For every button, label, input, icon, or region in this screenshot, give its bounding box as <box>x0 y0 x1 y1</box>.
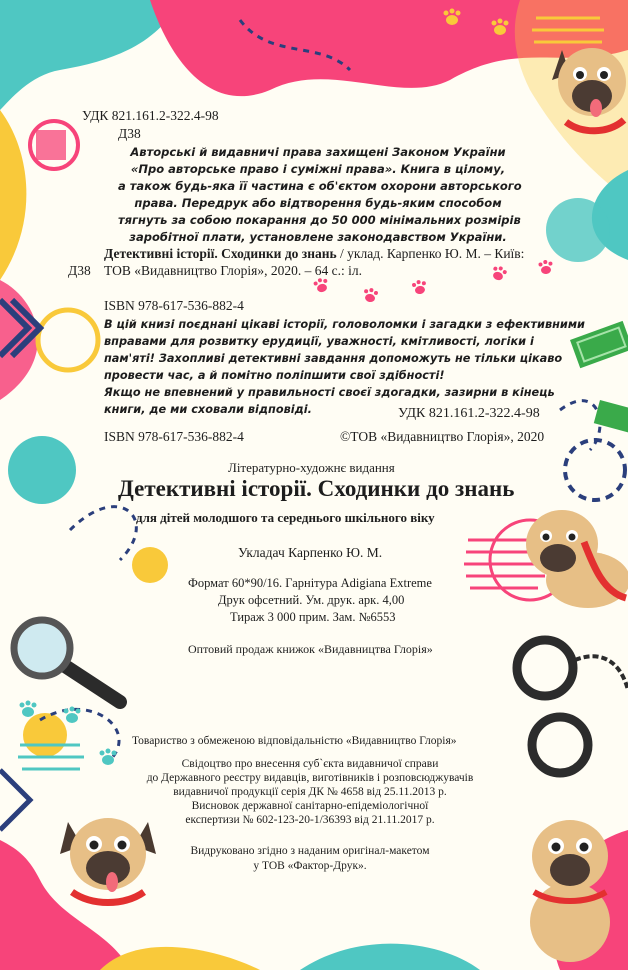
certificate-line: до Державного реєстру видавців, виготівників і розповсюджувачів <box>146 772 474 784</box>
copyright-line: а також будь-яка її частина є об'єктом охорони авторського <box>118 179 522 193</box>
printed-line: Видруковано згідно з наданим оригінал-макетом <box>190 845 430 857</box>
certificate-line: видавничої продукції серія ДК № 4658 від 25.11.2013 р. <box>173 786 447 798</box>
biblio-title: Детективні історії. Сходинки до знань <box>104 246 337 261</box>
udk-bottom: УДК 821.161.2-322.4-98 <box>398 406 540 421</box>
annotation-line: Якщо не впевнений у правильності своєї здогадки, зазирни в кінець <box>104 386 555 399</box>
main-title: Детективні історії. Сходинки до знань <box>118 476 515 501</box>
annotation-line: книги, де ми сховали відповіді. <box>104 403 312 416</box>
annotation-line: провести час, а й помітно поліпшити свої здібності! <box>104 369 445 382</box>
subtitle: для дітей молодшого та середнього шкільного віку <box>136 510 435 525</box>
biblio-line-2: ТОВ «Видавництво Глорія», 2020. – 64 с.: іл. <box>104 263 362 278</box>
annotation-line: вправами для розвитку ерудиції, уважності, кмітливості, логіки і <box>104 335 534 348</box>
certificate-line: Свідоцтво про внесення суб`єкта видавничої справи <box>181 758 439 770</box>
annotation-line: пам'яті! Захопливі детективні завдання допоможуть не тільки цікаво <box>104 352 563 365</box>
pug-middle-right-illustration <box>514 502 628 610</box>
copyright-line: заробітної плати, установлене законодавством України. <box>129 230 507 244</box>
wholesale: Оптовий продаж книжок «Видавництва Глорія» <box>188 642 433 656</box>
pug-bottom-right-illustration <box>520 812 620 962</box>
tech-line: Тираж 3 000 прим. Зам. №6553 <box>230 610 396 624</box>
tech-line: Друк офсетний. Ум. друк. арк. 4,00 <box>218 593 405 607</box>
code-top: Д38 <box>118 126 141 141</box>
isbn-bottom: ISBN 978-617-536-882-4 <box>104 429 244 444</box>
biblio-code: Д38 <box>68 263 91 278</box>
certificate-line: експертизи № 602-123-20-1/36393 від 21.11.2017 р. <box>185 814 435 826</box>
company: Товариство з обмеженою відповідальністю «Видавництво Глорія» <box>132 735 457 747</box>
tech-line: Формат 60*90/16. Гарнітура Adigiana Extreme <box>188 576 432 590</box>
copyright-short: ©ТОВ «Видавництво Глорія», 2020 <box>340 429 545 444</box>
annotation-line: В цій книзі поєднані цікаві історії, головоломки і загадки з ефективними <box>104 318 585 331</box>
copyright-line: Авторські й видавничі права захищені Законом України <box>130 145 506 159</box>
pug-top-right-illustration <box>552 40 628 140</box>
copyright-line: права. Передрук або відтворення будь-яким способом <box>134 196 502 210</box>
biblio-rest: / уклад. Карпенко Ю. М. – Київ: <box>336 246 525 261</box>
udk-top: УДК 821.161.2-322.4-98 <box>82 108 219 123</box>
copyright-line: «Про авторське право і суміжні права». Книга в цілому, <box>130 162 506 176</box>
isbn-top: ISBN 978-617-536-882-4 <box>104 298 244 313</box>
printed-line: у ТОВ «Фактор-Друк». <box>253 860 367 872</box>
copyright-line: тягнуть за собою покарання до 50 000 мінімальних розмірів <box>118 213 521 227</box>
compiler: Укладач Карпенко Ю. М. <box>238 545 383 560</box>
certificate-line: Висновок державної санітарно-епідеміологічної <box>191 800 429 812</box>
edition-type: Літературно-художнє видання <box>228 460 395 475</box>
biblio-line-1 <box>104 246 524 262</box>
